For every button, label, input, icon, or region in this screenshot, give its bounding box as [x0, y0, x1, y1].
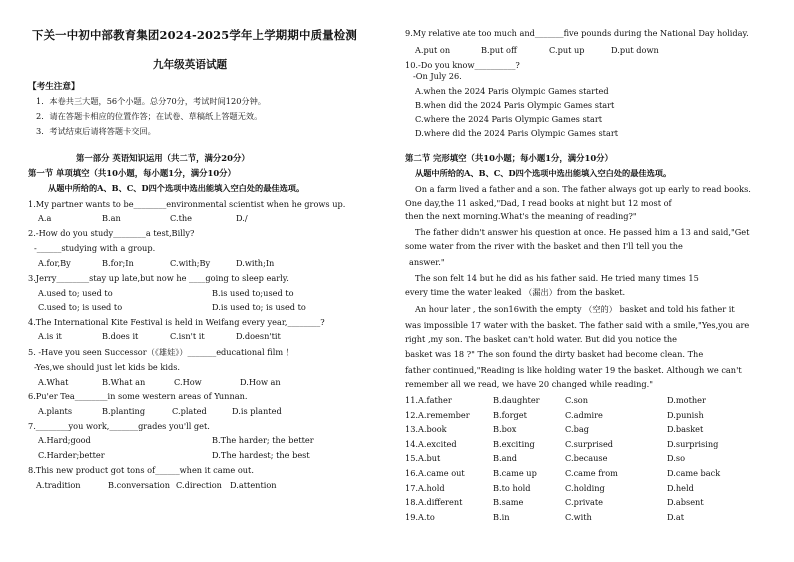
cloze-option: C.because: [565, 453, 608, 464]
option: A.used to; used to: [38, 288, 113, 298]
passage-line: basket was 18 ?" The son found the dirty basket had become clean. The: [405, 349, 704, 359]
part1-heading: 第一部分 英语知识运用（共二节，满分20分）: [76, 153, 250, 163]
cloze-option: 16.A.came out: [405, 468, 465, 478]
option: B.for;In: [102, 258, 134, 268]
cloze-option: D.at: [667, 511, 685, 522]
option: D.How an: [240, 377, 281, 387]
passage-line: father continued,"Reading is like holding water 19 the basket. Although we can't: [405, 365, 742, 375]
cloze-option: D.came back: [667, 468, 721, 478]
option: D.put down: [611, 45, 659, 55]
passage-line: then the next morning.What's the meaning of reading?": [405, 211, 637, 221]
question-stem: 8.This new product got tons of______when it came out.: [28, 465, 254, 475]
section2-instruction: 从题中所给的A、B、C、D四个选项中选出能填入空白处的最佳选项。: [415, 168, 672, 178]
passage-line: every time the water leaked （漏出）from the basket.: [405, 287, 626, 297]
passage-line: answer.": [409, 257, 445, 267]
question-stem: 1.My partner wants to be________environmental scientist when he grows up.: [28, 199, 346, 209]
cloze-option: D.surprising: [667, 438, 719, 449]
section1-instruction: 从题中所给的A、B、C、D四个选项中选出能填入空白处的最佳选项。: [48, 183, 305, 193]
exam-title: 下关一中初中部教育集团2024-2025学年上学期期中质量检测: [32, 28, 357, 42]
option: B.an: [102, 213, 121, 223]
cloze-option: C.holding: [565, 482, 605, 493]
option: C.with;By: [170, 258, 211, 268]
cloze-option: 17.A.hold: [405, 482, 445, 493]
question-stem: 9.My relative ate too much and_______five pounds during the National Day holiday.: [405, 28, 749, 38]
passage-line: The son felt 14 but he did as his father said. He tried many times 15: [415, 273, 699, 283]
cloze-option: 15.A.but: [405, 453, 441, 464]
cloze-option: D.basket: [667, 424, 704, 435]
option: A.tradition: [36, 480, 81, 490]
note-item: 2．请在答题卡相应的位置作答；在试卷、草稿纸上答题无效。: [36, 111, 263, 121]
option: A.when the 2024 Paris Olympic Games started: [415, 86, 609, 96]
cloze-option: C.surprised: [565, 438, 614, 449]
section2-heading: 第二节 完形填空（共10小题；每小题1分，满分10分）: [405, 153, 613, 163]
option: C.the: [170, 213, 192, 223]
passage-line: One day,the 11 asked,"Dad, I read books at night but 12 most of: [405, 198, 672, 208]
passage-line: An hour later , the son16with the empty （空的） basket and told his father it: [415, 304, 735, 314]
cloze-option: C.private: [565, 497, 603, 508]
option: D.doesn'tit: [236, 331, 281, 341]
option: B.conversation: [108, 480, 170, 490]
cloze-option: B.daughter: [493, 395, 540, 405]
option: A.a: [38, 213, 52, 223]
option: D.attention: [230, 480, 277, 490]
option: C.where the 2024 Paris Olympic Games start: [415, 114, 603, 124]
option: C.Harder;better: [38, 450, 105, 460]
cloze-option: B.same: [493, 497, 524, 508]
question-stem: -______studying with a group.: [34, 243, 156, 253]
cloze-option: D.so: [667, 453, 686, 464]
option: C.How: [174, 377, 202, 387]
option: B.is used to;used to: [212, 288, 294, 298]
question-stem: 6.Pu'er Tea________in some western areas of Yunnan.: [28, 391, 248, 401]
cloze-option: C.admire: [565, 409, 603, 420]
passage-line: remember all we read, we have 20 changed while reading.": [405, 379, 653, 389]
option: A.for,By: [38, 258, 71, 268]
option: A.is it: [38, 331, 62, 341]
option: C.isn't it: [170, 331, 205, 341]
option: A.put on: [415, 45, 451, 55]
option: D./: [236, 213, 248, 223]
question-stem: 2.-How do you study________a test,Billy?: [28, 228, 195, 238]
exam-subtitle: 九年级英语试题: [153, 59, 228, 71]
passage-line: The father didn't answer his question at once. He passed him a 13 and said,"Get: [415, 227, 750, 237]
question-stem: 3.Jerry________stay up late,but now he ____going to sleep early.: [28, 273, 289, 283]
cloze-option: B.box: [493, 424, 517, 435]
question-stem: -Yes,we should just let kids be kids.: [34, 362, 181, 372]
option: D.with;In: [236, 258, 275, 268]
passage-line: some water from the river with the basket and then I'll tell you the: [405, 241, 683, 251]
note-item: 3．考试结束后请将答题卡交回。: [36, 126, 156, 136]
question-stem: 10.-Do you know__________?: [405, 60, 520, 70]
option: C.put up: [549, 45, 585, 55]
cloze-option: C.son: [565, 395, 588, 405]
option: C.plated: [172, 406, 207, 416]
cloze-option: B.to hold: [493, 482, 531, 493]
question-stem: -On July 26.: [413, 71, 462, 81]
option: B.put off: [481, 45, 517, 55]
option: D.The hardest; the best: [212, 450, 310, 460]
question-stem: 5. -Have you seen Successor（《雄娃》）_______educational film ！: [28, 347, 294, 357]
cloze-option: 12.A.remember: [405, 409, 470, 420]
option: D.where did the 2024 Paris Olympic Games start: [415, 128, 619, 138]
cloze-option: B.in: [493, 511, 510, 522]
cloze-option: 19.A.to: [405, 511, 435, 522]
cloze-option: D.mother: [667, 395, 706, 405]
cloze-option: B.and: [493, 453, 518, 464]
option: D.is planted: [232, 406, 282, 416]
passage-line: On a farm lived a father and a son. The father always got up early to read books.: [415, 184, 751, 194]
option: B.planting: [102, 406, 146, 416]
cloze-option: B.forget: [493, 409, 527, 420]
option: A.Hard;good: [38, 435, 91, 445]
note-item: 1．本卷共三大题，56个小题。总分70分，考试时间120分钟。: [36, 96, 266, 106]
notes-heading: 【考生注意】: [28, 82, 80, 92]
option: B.when did the 2024 Paris Olympic Games start: [415, 100, 615, 110]
cloze-option: 14.A.excited: [405, 438, 457, 449]
question-stem: 7.________you work,_______grades you'll get.: [28, 421, 210, 431]
passage-line: right ,my son. The basket can't hold water. But did you notice the: [405, 334, 678, 344]
cloze-option: B.came up: [493, 468, 537, 478]
cloze-option: 11.A.father: [405, 395, 452, 405]
passage-line: was impossible 17 water with the basket. The father said with a smile,"Yes,you are: [405, 320, 750, 330]
cloze-option: C.came from: [565, 468, 618, 478]
option: C.used to; is used to: [38, 302, 123, 312]
cloze-option: C.bag: [565, 424, 589, 435]
cloze-option: D.held: [667, 482, 694, 493]
option: B.does it: [102, 331, 139, 341]
option: A.What: [38, 377, 69, 387]
cloze-option: 18.A.different: [405, 497, 463, 508]
section1-heading: 第一节 单项填空（共10小题，每小题1分，满分10分）: [28, 168, 236, 178]
cloze-option: B.exciting: [493, 438, 535, 449]
option: B.What an: [102, 377, 146, 387]
option: A.plants: [38, 406, 73, 416]
cloze-option: D.punish: [667, 409, 704, 420]
option: C.direction: [176, 480, 222, 490]
option: B.The harder; the better: [212, 435, 314, 445]
cloze-option: D.absent: [667, 497, 704, 508]
option: D.is used to; is used to: [212, 302, 306, 312]
cloze-option: C.with: [565, 511, 592, 522]
cloze-option: 13.A.book: [405, 424, 447, 435]
question-stem: 4.The International Kite Festival is held in Weifang every year,________?: [28, 317, 325, 327]
